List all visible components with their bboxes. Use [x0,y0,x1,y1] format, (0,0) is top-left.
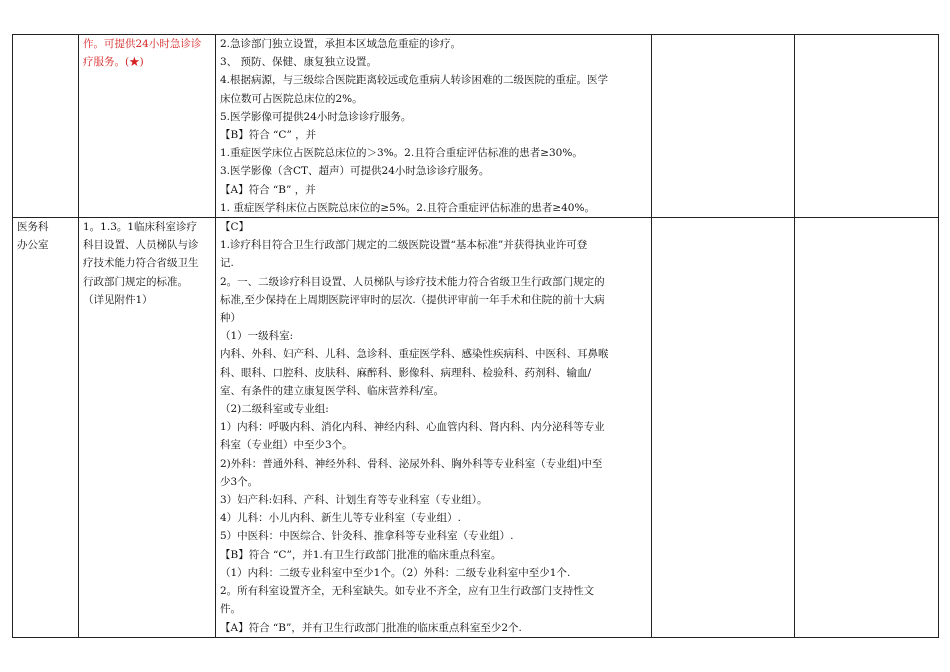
criteria-line: 3）妇产科:妇科、产科、计划生育等专业科室（专业组）。 [220,494,488,507]
criteria-line: 1）内科：呼吸内科、消化内科、神经内科、心血管内科、肾内科、内分泌科等专业 [220,421,605,434]
criteria-line: 【A】符合 “B”，并有卫生行政部门批准的临床重点科室至少2个. [220,621,522,634]
criteria-line: 3、 预防、保健、康复独立设置。 [220,56,378,69]
criteria-line: 件。 [220,603,241,616]
empty-cell [795,218,939,638]
item-line: 行政部门规定的标准。 [83,275,188,288]
criteria-line: 2。所有科室设置齐全，无科室缺失。如专业不齐全，应有卫生行政部门支持性文 [220,585,595,598]
criteria-line: （1）一级科室: [220,330,294,343]
criteria-line: 5）中医科：中医综合、针灸科、推拿科等专业科室（专业组）. [220,530,514,543]
item-line: 作。可提供24小时急诊诊 [83,38,202,50]
criteria-line: 内科、外科、妇产科、儿科、急诊科、重症医学科、感染性疾病科、中医科、耳鼻喉 [220,348,609,361]
criteria-line: 1.诊疗科目符合卫生行政部门规定的二级医院设置“基本标准”并获得执业许可登 [220,239,588,252]
criteria-line: 记. [220,257,234,270]
dept-cell [13,218,79,638]
criteria-line: 3.医学影像（含CT、超声）可提供24小时急诊诊疗服务。 [220,165,490,178]
dept-cell [13,35,79,218]
dept-line: 医务科 [17,221,49,234]
criteria-line: 室、有条件的建立康复医学科、临床营养科/室。 [220,384,445,397]
criteria-line: （1）内科：二级专业科室中至少1个。（2）外科：二级专业科室中至少1个. [220,566,571,579]
empty-cell [652,218,795,638]
standards-table [12,34,939,638]
criteria-line: 2)外科：普通外科、神经外科、骨科、泌尿外科、胸外科等专业科室（专业组)中至 [220,457,603,470]
criteria-line: 1. 重症医学科床位占医院总床位的≥5%。2.且符合重症评估标准的患者≥40%。 [220,201,595,214]
empty-cell [795,35,939,218]
criteria-line: 标准,至少保持在上周期医院评审时的层次.（提供评审前一年手术和住院的前十大病 [220,293,605,306]
criteria-line: （2)二级科室或专业组: [220,403,329,416]
criteria-line: 【B】符合 “C” ，并 [220,129,317,142]
empty-cell [652,35,795,218]
criteria-line: 少3个。 [220,475,259,488]
criteria-line: 【B】符合 “C”，并1.有卫生行政部门批准的临床重点科室。 [220,548,502,561]
table-row [13,218,939,638]
item-cell [79,218,216,638]
table-row [13,35,939,218]
criteria-line: 科室（专业组）中至少3个。 [220,439,353,452]
criteria-cell [216,218,652,638]
item-line: 科目设置、人员梯队与诊 [83,239,199,252]
criteria-line: 种） [220,312,241,325]
criteria-line: 科、眼科、口腔科、皮肤科、麻醉科、影像科、病理科、检验科、药剂科、输血/ [220,366,592,379]
criteria-line: 床位数可占医院总床位的2%。 [220,92,363,105]
item-cell [79,35,216,218]
criteria-line: 2.急诊部门独立设置，承担本区域急危重症的诊疗。 [220,38,462,50]
criteria-line: 5.医学影像可提供24小时急诊诊疗服务。 [220,110,412,123]
criteria-line: 【A】符合 “B” ，并 [220,183,316,196]
criteria-line: 【C】 [220,221,250,234]
dept-line: 办公室 [17,239,49,252]
criteria-line: 4.根据病源，与三级综合医院距离较远或危重病人转诊困难的二级医院的重症。医学 [220,74,609,87]
criteria-line: 2。一、二级诊疗科目设置、人员梯队与诊疗技术能力符合省级卫生行政部门规定的 [220,275,605,288]
criteria-cell [216,35,652,218]
item-line: 疗技术能力符合省级卫生 [83,257,199,270]
item-line: （详见附件1） [83,293,153,306]
item-line: 1。1.3。1临床科室诊疗 [83,221,198,234]
criteria-line: 4）儿科：小儿内科、新生儿等专业科室（专业组）. [220,512,462,525]
item-line: 疗服务。(★) [83,56,144,69]
criteria-line: 1.重症医学床位占医院总床位的＞3%。2.且符合重症评估标准的患者≥30%。 [220,147,583,160]
